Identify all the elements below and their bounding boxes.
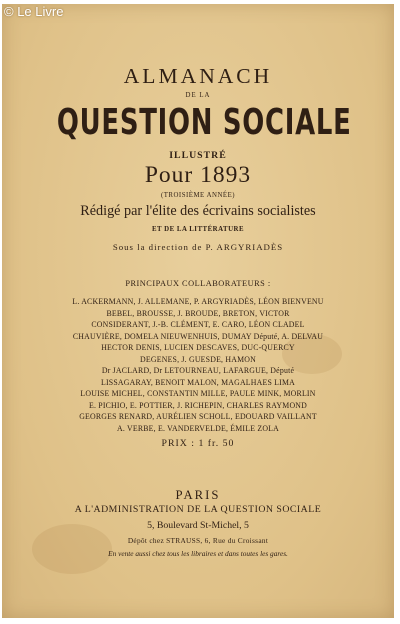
collaborator-line: DEGENES, J. GUESDE, HAMON — [140, 354, 256, 364]
publisher-line: A L'ADMINISTRATION DE LA QUESTION SOCIALE — [74, 504, 322, 515]
collaborator-line: GEORGES RENARD, AURÉLIEN SCHOLL, EDOUARD VAILLANT — [79, 412, 317, 421]
book-cover — [2, 4, 394, 618]
collaborator-line: HECTOR DENIS, LUCIEN DESCAVES, DUC-QUERCY — [101, 343, 295, 352]
address-line: 5, Boulevard St-Michel, 5 — [147, 520, 249, 531]
edition-note: (TROISIÈME ANNÉE) — [160, 192, 236, 199]
watermark: © Le Livre — [4, 4, 64, 19]
collaborator-line: CHAUVIÈRE, DOMELA NIEUWENHUIS, DUMAY Député, A. DELVAU — [72, 331, 324, 341]
collaborator-line: LISSAGARAY, BENOIT MALON, MAGALHAES LIMA — [100, 377, 295, 387]
collaborator-line: E. PICHIO, E. POTTIER, J. RICHEPIN, CHARLES RAYMOND — [88, 400, 308, 410]
collaborator-line: Dr JACLARD, Dr LETOURNEAU, LAFARGUE, Député — [101, 366, 295, 375]
collaborators-heading: PRINCIPAUX COLLABORATEURS : — [125, 279, 271, 288]
illustre-text: ILLUSTRÉ — [169, 150, 227, 161]
heading-almanach: ALMANACH — [123, 64, 273, 88]
depot-line: Dépôt chez STRAUSS, 6, Rue du Croissant — [127, 536, 269, 545]
collaborator-line: L. ACKERMANN, J. ALLEMANE, P. ARGYRIADÈS, LÉON BIENVENU — [72, 297, 324, 306]
collaborator-line: A. VERBE, E. VANDERVELDE, ÉMILE ZOLA — [116, 423, 280, 433]
de-la-text: DE LA — [185, 92, 211, 99]
main-title: QUESTION SOCIALE — [56, 102, 352, 143]
year-line: Pour 1893 — [144, 162, 252, 188]
collaborator-line: CONSIDERANT, J.-B. CLÉMENT, E. CARO, LÉON CLADEL — [91, 320, 305, 329]
direction-line: Sous la direction de P. ARGYRIADÈS — [112, 242, 284, 252]
sales-note: En vente aussi chez tous les libraires et dans toutes les gares. — [108, 549, 288, 558]
collaborator-line: BEBEL, BROUSSE, J. BROUDE, BRETON, VICTOR — [106, 308, 290, 318]
subtitle-redige: Rédigé par l'élite des écrivains socialistes — [80, 203, 316, 219]
collaborator-line: LOUISE MICHEL, CONSTANTIN MILLE, PAULE MINK, MORLIN — [80, 389, 316, 398]
price: PRIX : 1 fr. 50 — [161, 438, 235, 449]
subtitle-litterature: ET DE LA LITTÉRATURE — [151, 226, 245, 233]
city: PARIS — [175, 488, 221, 502]
